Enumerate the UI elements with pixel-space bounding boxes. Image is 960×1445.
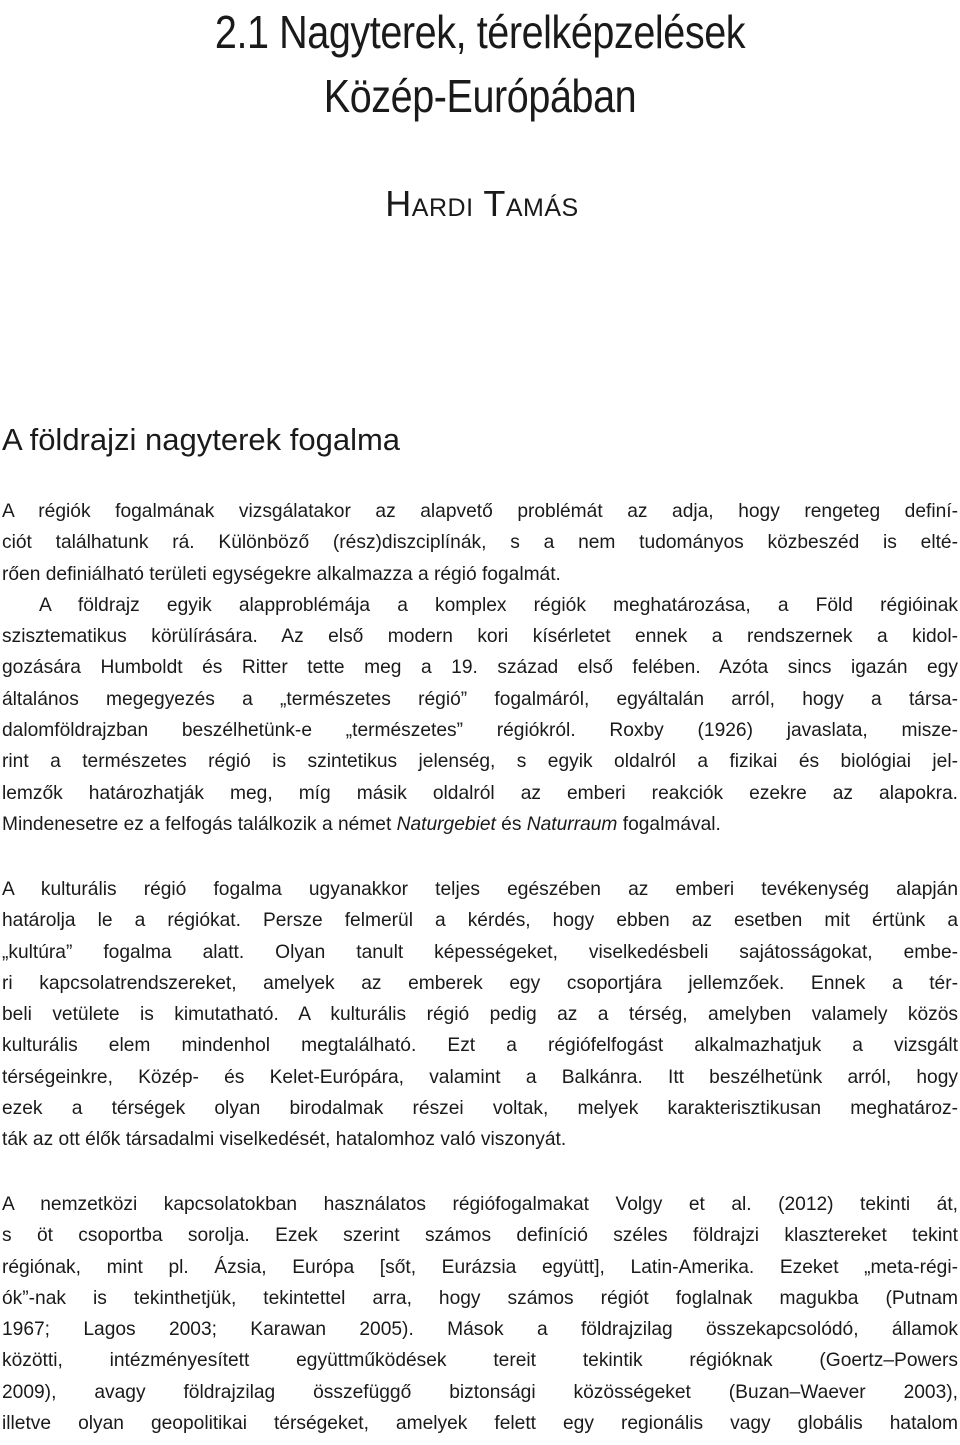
text-line: [2, 809, 958, 840]
author-name: [0, 180, 960, 228]
text-line: „kultúra” fogalma alatt. Olyan tanult képességeket, viselkedésbeli sajátosságokat, embe-: [2, 941, 958, 963]
text-line: A földrajz egyik alapproblémája a komplex régiók meghatározása, a Föld régióinak: [39, 594, 958, 616]
text-line: rint a természetes régió is szintetikus jelenség, s egyik oldalról a fizikai és biológiai jel-: [2, 751, 958, 773]
text-run: fogalmával.: [617, 813, 721, 835]
text-line: s öt csoportba sorolja. Ezek szerint számos definíció széles földrajzi klasztereket tekint: [2, 1225, 958, 1247]
text-line: régiónak, mint pl. Ázsia, Európa [sőt, Eurázsia együtt], Latin-Amerika. Ezeket „meta-régi-: [2, 1256, 958, 1278]
text-line: ták az ott élők társadalmi viselkedését, hatalomhoz való viszonyát.: [2, 1129, 567, 1151]
text-line: határolja le a régiókat. Persze felmerül a kérdés, hogy ebben az esetben mit értünk a: [2, 910, 958, 932]
text-line: lemzők határozhatják meg, míg másik oldalról az emberi reakciók ezekre az alapokra.: [2, 782, 958, 804]
text-line: dalomföldrajzban beszélhetünk-e „természetes” régiókról. Roxby (1926) javaslata, misze-: [2, 720, 958, 742]
text-line: kulturális elem mindenhol megtalálható. Ezt a régiófelfogást alkalmazhatjuk a vizsgált: [2, 1035, 958, 1057]
text-line: A nemzetközi kapcsolatokban használatos régiófogalmakat Volgy et al. (2012) tekinti át,: [2, 1194, 958, 1215]
term-naturraum: Naturraum: [526, 813, 618, 835]
text-line: beli vetülete is kimutatható. A kulturális régió pedig az a térség, amelyben valamely közös: [2, 1004, 958, 1026]
paragraph-1: [2, 496, 958, 840]
text-line: 2009), avagy földrajzilag összefüggő biztonsági közösségeket (Buzan–Waever 2003),: [2, 1381, 958, 1403]
text-run: és: [495, 813, 527, 835]
chapter-title-line-1: 2.1 Nagyterek, térelképzelések: [214, 6, 746, 58]
chapter-title: [67, 0, 893, 128]
text-line: A régiók fogalmának vizsgálatakor az alapvető problémát az adja, hogy rengeteg definí-: [2, 501, 958, 522]
text-line: közötti, intézményesített együttműködések tereit tekintik régióknak (Goertz–Powers: [2, 1350, 958, 1372]
chapter-title-line-2: Közép-Európában: [323, 70, 637, 122]
paragraph-3: [2, 1189, 958, 1439]
text-line: illetve olyan geopolitikai térségeket, amelyek felett egy regionális vagy globális hatalom: [2, 1413, 958, 1435]
term-naturgebiet: Naturgebiet: [396, 813, 496, 835]
text-line: általános megegyezés a „természetes régió” fogalmáról, egyáltalán arról, hogy a társa-: [2, 688, 958, 710]
text-run: Mindenesetre ez a felfogás találkozik a német: [2, 813, 397, 835]
text-line: A kulturális régió fogalma ugyanakkor teljes egészében az emberi tevékenység alapján: [2, 879, 958, 900]
text-line: ciót találhatunk rá. Különböző (rész)diszciplínák, s a nem tudományos közbeszéd is elté-: [2, 532, 958, 554]
text-line: térségeinkre, Közép- és Kelet-Európára, valamint a Balkánra. Itt beszélhetünk arról, hogy: [2, 1066, 958, 1088]
text-line: gozására Humboldt és Ritter tette meg a 19. század első felében. Azóta sincs igazán egy: [2, 657, 958, 679]
text-line: ók”-nak is tekinthetjük, tekintettel arra, hogy számos régiót foglalnak magukba (Putnam: [2, 1287, 958, 1309]
text-line: ezek a térségek olyan birodalmak részei voltak, melyek karakterisztikusan meghatároz-: [2, 1098, 958, 1120]
author-name-text: Hardi Tamás: [385, 183, 579, 224]
text-line: 1967; Lagos 2003; Karawan 2005). Mások a földrajzilag összekapcsolódó, államok: [2, 1319, 958, 1341]
text-line: rően definiálható területi egységekre alkalmazza a régió fogalmát.: [2, 563, 561, 585]
paragraph-2: [2, 874, 958, 1156]
text-line: szisztematikus körülírására. Az első modern kori kísérletet ennek a rendszernek a kidol-: [2, 626, 958, 648]
text-line: ri kapcsolatrendszereket, amelyek az emberek egy csoportjára jellemzőek. Ennek a tér-: [2, 972, 958, 994]
section-heading: A földrajzi nagyterek fogalma: [2, 422, 401, 457]
